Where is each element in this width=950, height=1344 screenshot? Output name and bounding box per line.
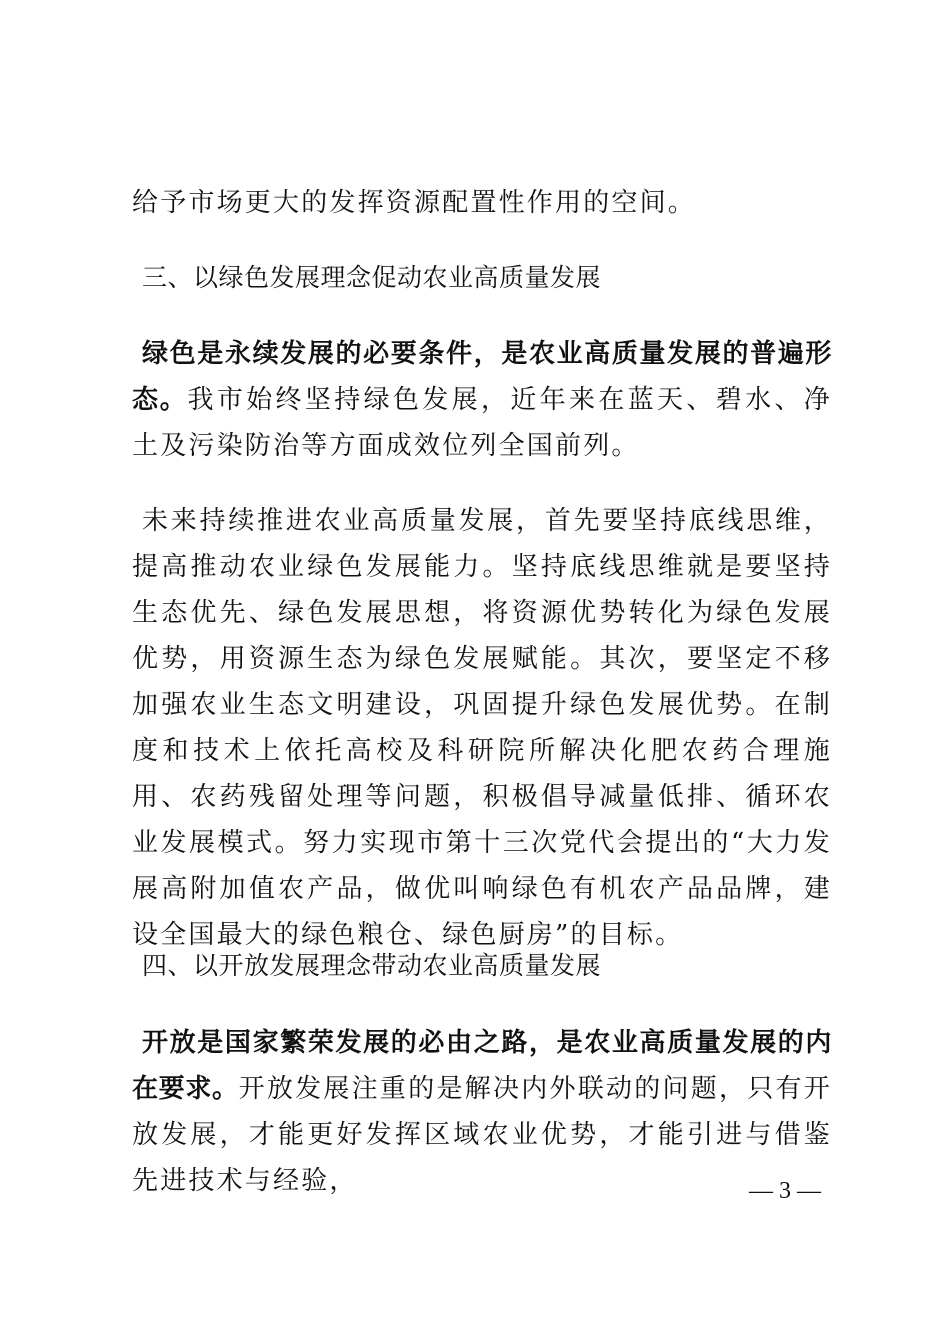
section-heading-3: 三、以绿色发展理念促动农业高质量发展 <box>142 263 602 292</box>
paragraph-body: 开放发展注重的是解决内外联动的问题，只有开放发展，才能更好发挥区域农业优势，才能引进与借鉴先进技术与经验， <box>132 1074 833 1196</box>
section-heading-4: 四、以开放发展理念带动农业高质量发展 <box>142 951 602 980</box>
paragraph-green-development <box>132 331 832 469</box>
paragraph-future-development <box>132 498 832 958</box>
paragraph-lead-sentence: 绿色是永续发展的必要条件，是农业高质量发展的普遍形态。 <box>132 339 832 415</box>
page-number: — 3 — <box>749 1178 821 1204</box>
paragraph-lead-sentence: 开放是国家繁荣发展的必由之路，是农业高质量发展的内在要求。 <box>132 1028 832 1104</box>
paragraph-body: 我市始终坚持绿色发展，近年来在蓝天、碧水、净土及污染防治等方面成效位列全国前列。 <box>132 385 832 461</box>
paragraph-open-development <box>132 1020 832 1204</box>
paragraph-continuation <box>132 180 832 226</box>
paragraph-text: 未来持续推进农业高质量发展，首先要坚持底线思维，提高推动农业绿色发展能力。坚持底线思维就是要坚持生态优先、绿色发展思想，将资源优势转化为绿色发展优势，用资源生态为绿色发展赋能。其次，要坚定不移加强农业生态文明建设，巩固提升绿色发展优势。在制度和技术上依托高校及科研院所解决化肥农药合理施用、农药残留处理等问题，积极倡导减量低排、循环农业发展模式。努力实现市第十三次党代会提出的“大力发展高附加值农产品，做优叫响绿色有机农产品品牌，建设全国最大的绿色粮仓、绿色厨房”的目标。 <box>132 506 832 950</box>
paragraph-text: 给予市场更大的发挥资源配置性作用的空间。 <box>132 188 697 218</box>
